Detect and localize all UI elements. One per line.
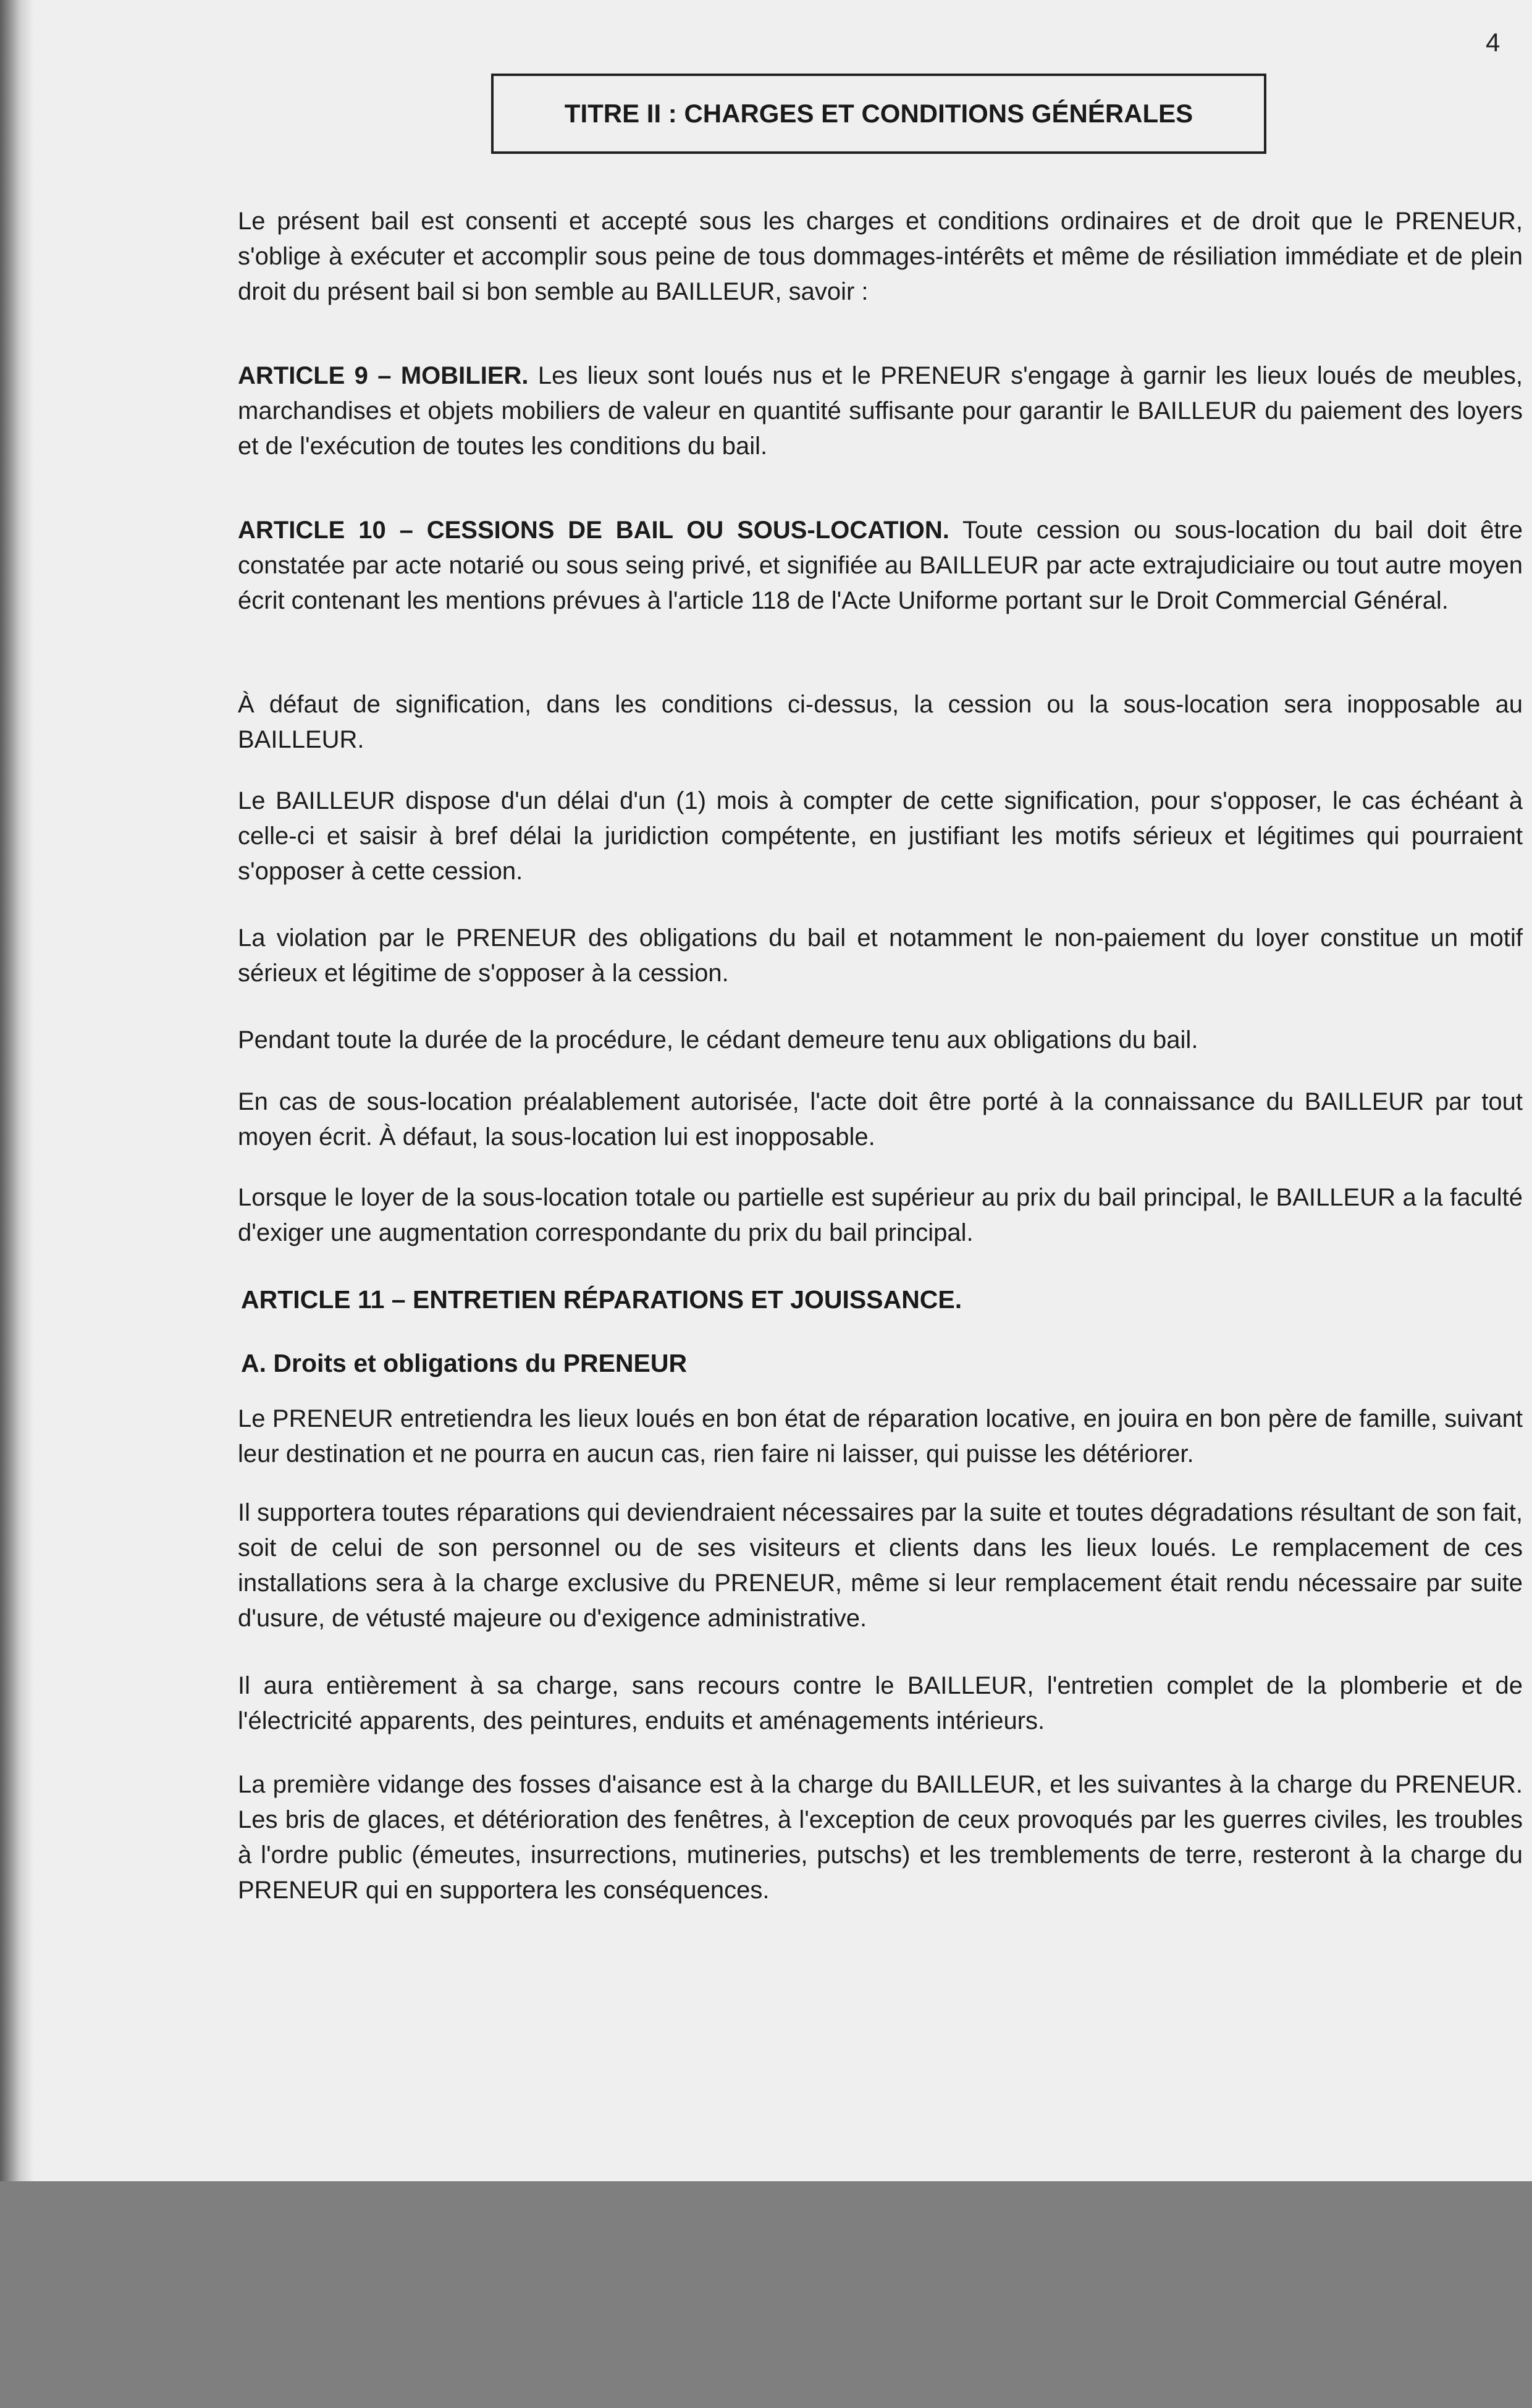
article-10-paragraph-6: En cas de sous-location préalablement autorisée, l'acte doit être porté à la connaissance du BAILLEUR par tout moyen écrit. À défaut, la sous-location lui est inopposable. [238,1088,1523,1151]
scan-edge-shadow [0,0,34,2181]
article-10-paragraph-5: Pendant toute la durée de la procédure, le cédant demeure tenu aux obligations du bail. [238,1026,1198,1054]
section-title: TITRE II : CHARGES ET CONDITIONS GÉNÉRALES [564,99,1193,128]
article-10-paragraph-2: À défaut de signification, dans les conditions ci-dessus, la cession ou la sous-location sera inopposable au BAILLEUR. [238,691,1523,753]
article-11-paragraph-3: Il aura entièrement à sa charge, sans recours contre le BAILLEUR, l'entretien complet de la plomberie et de l'électricité apparents, des peintures, enduits et aménagements intérieurs. [238,1672,1523,1734]
intro-paragraph: Le présent bail est consenti et accepté sous les charges et conditions ordinaires et de droit que le PRENEUR, s'oblige à exécuter et accomplir sous peine de tous dommages-intérêts et même de résiliation immédiate et de plein droit du présent bail si bon semble au BAILLEUR, savoir : [238,208,1523,305]
article-11-paragraph-4: La première vidange des fosses d'aisance est à la charge du BAILLEUR, et les suivantes à la charge du PRENEUR. Les bris de glaces, et détérioration des fenêtres, à l'exception de ceux provoqués par les guerres civiles, les troubles à l'ordre public (émeutes, insurrections, mutineries, putschs) et les tremblements de terre, resteront à la charge du PRENEUR qui en supportera les conséquences. [238,1771,1523,1904]
article-10-paragraph-3: Le BAILLEUR dispose d'un délai d'un (1) mois à compter de cette signification, pour s'opposer, le cas échéant à celle-ci et saisir à bref délai la juridiction compétente, en justifiant les motifs sérieux et légitimes qui pourraient s'opposer à cette cession. [238,787,1523,885]
article-9-heading: ARTICLE 9 – MOBILIER. [238,362,529,389]
page-number: 4 [1486,28,1500,57]
article-10-text: Toute cession ou sous-location du bail doit être constatée par acte notarié ou sous seing privé, et signifiée au BAILLEUR par acte extrajudiciaire ou tout autre moyen écrit contenant les mentions prévues à l'article 118 de l'Acte Uniforme portant sur le Droit Commercial Général. [238,517,1523,614]
article-11-subheading: A. Droits et obligations du PRENEUR [241,1349,688,1377]
article-9-paragraph [238,358,1523,464]
article-11-heading: ARTICLE 11 – ENTRETIEN RÉPARATIONS ET JOUISSANCE. [241,1285,962,1314]
article-11-paragraph-2: Il supportera toutes réparations qui deviendraient nécessaires par la suite et toutes dégradations résultant de son fait, soit de celui de son personnel ou de ses visiteurs et clients dans les lieux loués. Le remplacement de ces installations sera à la charge exclusive du PRENEUR, même si leur remplacement était rendu nécessaire par suite d'usure, de vétusté majeure ou d'exigence administrative. [238,1499,1523,1632]
article-11-paragraph-1: Le PRENEUR entretiendra les lieux loués en bon état de réparation locative, en jouira en bon père de famille, suivant leur destination et ne pourra en aucun cas, rien faire ni laisser, qui puisse les détériorer. [238,1405,1523,1468]
section-title-box [491,74,1266,154]
article-10-paragraph-7: Lorsque le loyer de la sous-location totale ou partielle est supérieur au prix du bail principal, le BAILLEUR a la faculté d'exiger une augmentation correspondante du prix du bail principal. [238,1184,1523,1246]
article-9-text: Les lieux sont loués nus et le PRENEUR s'engage à garnir les lieux loués de meubles, marchandises et objets mobiliers de valeur en quantité suffisante pour garantir le BAILLEUR du paiement des loyers et de l'exécution de toutes les conditions du bail. [238,362,1523,460]
article-10-heading: ARTICLE 10 – CESSIONS DE BAIL OU SOUS-LOCATION. [238,517,949,544]
article-10-paragraph [238,513,1523,619]
article-10-paragraph-4: La violation par le PRENEUR des obligations du bail et notamment le non-paiement du loyer constitue un motif sérieux et légitime de s'opposer à la cession. [238,924,1523,987]
